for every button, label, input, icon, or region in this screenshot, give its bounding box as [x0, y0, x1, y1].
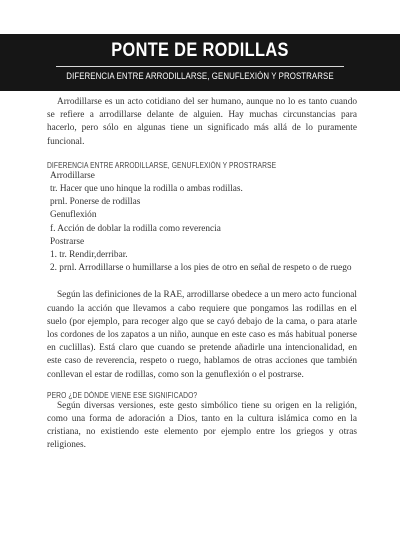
definitions-list: [47, 170, 357, 276]
origin-paragraph: Según diversas versiones, este gesto simbólico tiene su origen en la religión, como una forma de adoración a Dios, tanto en la cultura islámica como en la cristiana, no existiendo este elemento por ejemplo entre los griegos y otras religiones.: [47, 400, 357, 451]
rae-paragraph: Según las definiciones de la RAE, arrodillarse obedece a un mero acto funcional cuando la acción que llevamos a cabo requiere que pongamos las rodillas en el suelo (por ejemplo, para recoger algo que se cayó debajo de la cama, o para atarle los cordones de los zapatos a un niño, aunque en este caso es más habitual ponerse en cuclillas). Está claro que cuando se pretende añadirle una intencionalidad, en este caso de reverencia, respeto o ruego, hablamos de otras acciones que también conllevan el estar de rodillas, como son la genuflexión o el postrarse.: [47, 290, 357, 380]
definition-line: 1. tr. Rendir,derribar.: [50, 250, 128, 261]
header-band: [0, 34, 400, 91]
section-heading-differences: DIFERENCIA ENTRE ARRODILLARSE, GENUFLEXIÓN Y PROSTRARSE: [47, 160, 277, 170]
definition-term: Genuflexión: [50, 210, 97, 221]
article-body: [47, 96, 357, 453]
definition-line: 2. prnl. Arrodillarse o humillarse a los pies de otro en señal de respeto o de ruego: [50, 263, 352, 274]
intro-paragraph: Arrodillarse es un acto cotidiano del ser humano, aunque no lo es tanto cuando se refiere a arrodillarse delante de alguien. Hay muchas circunstancias para hacerlo, pero sólo en algunas tiene un significado más allá de lo puramente funcional.: [47, 97, 357, 147]
page-title: PONTE DE RODILLAS: [111, 40, 289, 61]
definition-term: Arrodillarse: [50, 170, 95, 181]
page-subtitle: DIFERENCIA ENTRE ARRODILLARSE, GENUFLEXIÓN Y PROSTRARSE: [66, 71, 334, 82]
definition-line: tr. Hacer que uno hinque la rodilla o ambas rodillas.: [50, 184, 243, 195]
header-divider: [56, 66, 344, 67]
section-heading-origin: PERO ¿DE DÓNDE VIENE ESE SIGNIFICADO?: [47, 390, 198, 400]
definition-line: prnl. Ponerse de rodillas: [50, 197, 141, 208]
definition-line: f. Acción de doblar la rodilla como reverencia: [50, 223, 221, 234]
definition-term: Postrarse: [50, 236, 85, 247]
